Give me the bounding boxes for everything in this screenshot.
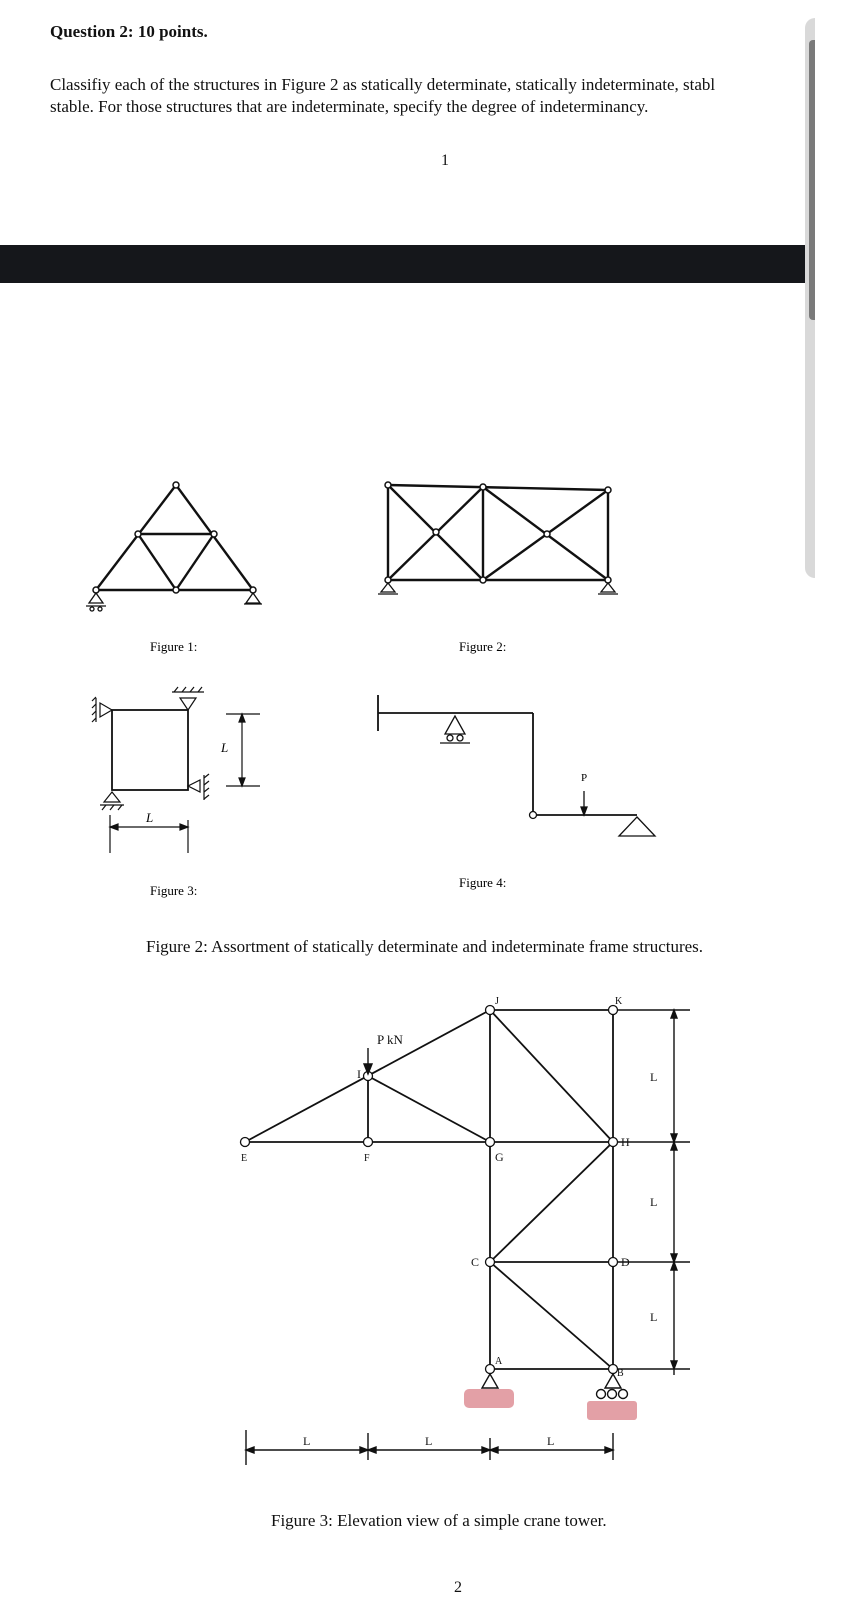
figure1-truss bbox=[86, 482, 262, 611]
figure2-truss bbox=[378, 482, 618, 594]
crane-tower-figure bbox=[0, 980, 815, 1500]
node-label-d: D bbox=[621, 1255, 630, 1269]
dim-bottom-2: L bbox=[425, 1434, 433, 1448]
support-pad-b bbox=[587, 1401, 637, 1420]
dim-right-3: L bbox=[650, 1310, 658, 1324]
node-label-f: F bbox=[364, 1153, 370, 1164]
question-title: Question 2: 10 points. bbox=[50, 22, 208, 41]
frame-structures-figure bbox=[0, 470, 815, 898]
dim-right-1: L bbox=[650, 1070, 658, 1084]
figure1-label: Figure 1: bbox=[150, 639, 198, 654]
figure2-caption: Figure 2: Assortment of statically determinate and indeterminate frame structures. bbox=[146, 937, 704, 956]
scrollbar-thumb[interactable] bbox=[809, 40, 815, 320]
question-text bbox=[50, 74, 850, 118]
node-label-i: I bbox=[357, 1067, 361, 1081]
page-number-1: 1 bbox=[441, 152, 449, 169]
figure3-frame bbox=[92, 687, 260, 853]
figure4-label: Figure 4: bbox=[459, 875, 507, 890]
dim-right-2: L bbox=[650, 1195, 658, 1209]
figure3-height-label: L bbox=[221, 740, 229, 755]
question-line-2: stable. For those structures that are indeterminate, specify the degree of indeterminancy. bbox=[50, 97, 649, 116]
question-line-1: Classifiy each of the structures in Figure 2 as statically determinate, statically indeterminate, stabl bbox=[50, 75, 716, 94]
dim-bottom-3: L bbox=[547, 1434, 555, 1448]
node-label-g: G bbox=[495, 1150, 504, 1164]
page-divider bbox=[0, 245, 815, 283]
figure4-load-label: P bbox=[581, 772, 588, 784]
node-label-k: K bbox=[615, 996, 623, 1007]
figure2-label: Figure 2: bbox=[459, 639, 507, 654]
figure4-frame bbox=[378, 695, 655, 836]
node-label-e: E bbox=[241, 1153, 248, 1164]
load-label: P kN bbox=[377, 1032, 403, 1047]
figure3-width-label: L bbox=[146, 810, 154, 825]
figure3-label: Figure 3: bbox=[150, 883, 198, 898]
dim-bottom-1: L bbox=[303, 1434, 311, 1448]
node-label-a: A bbox=[495, 1356, 503, 1367]
figure3-caption: Figure 3: Elevation view of a simple crane tower. bbox=[271, 1511, 607, 1530]
node-label-b: B bbox=[617, 1368, 624, 1379]
page-number-2: 2 bbox=[454, 1579, 462, 1596]
node-label-c: C bbox=[471, 1255, 480, 1269]
node-label-j: J bbox=[495, 996, 499, 1007]
support-pad-a bbox=[464, 1389, 514, 1408]
node-label-h: H bbox=[621, 1135, 630, 1149]
